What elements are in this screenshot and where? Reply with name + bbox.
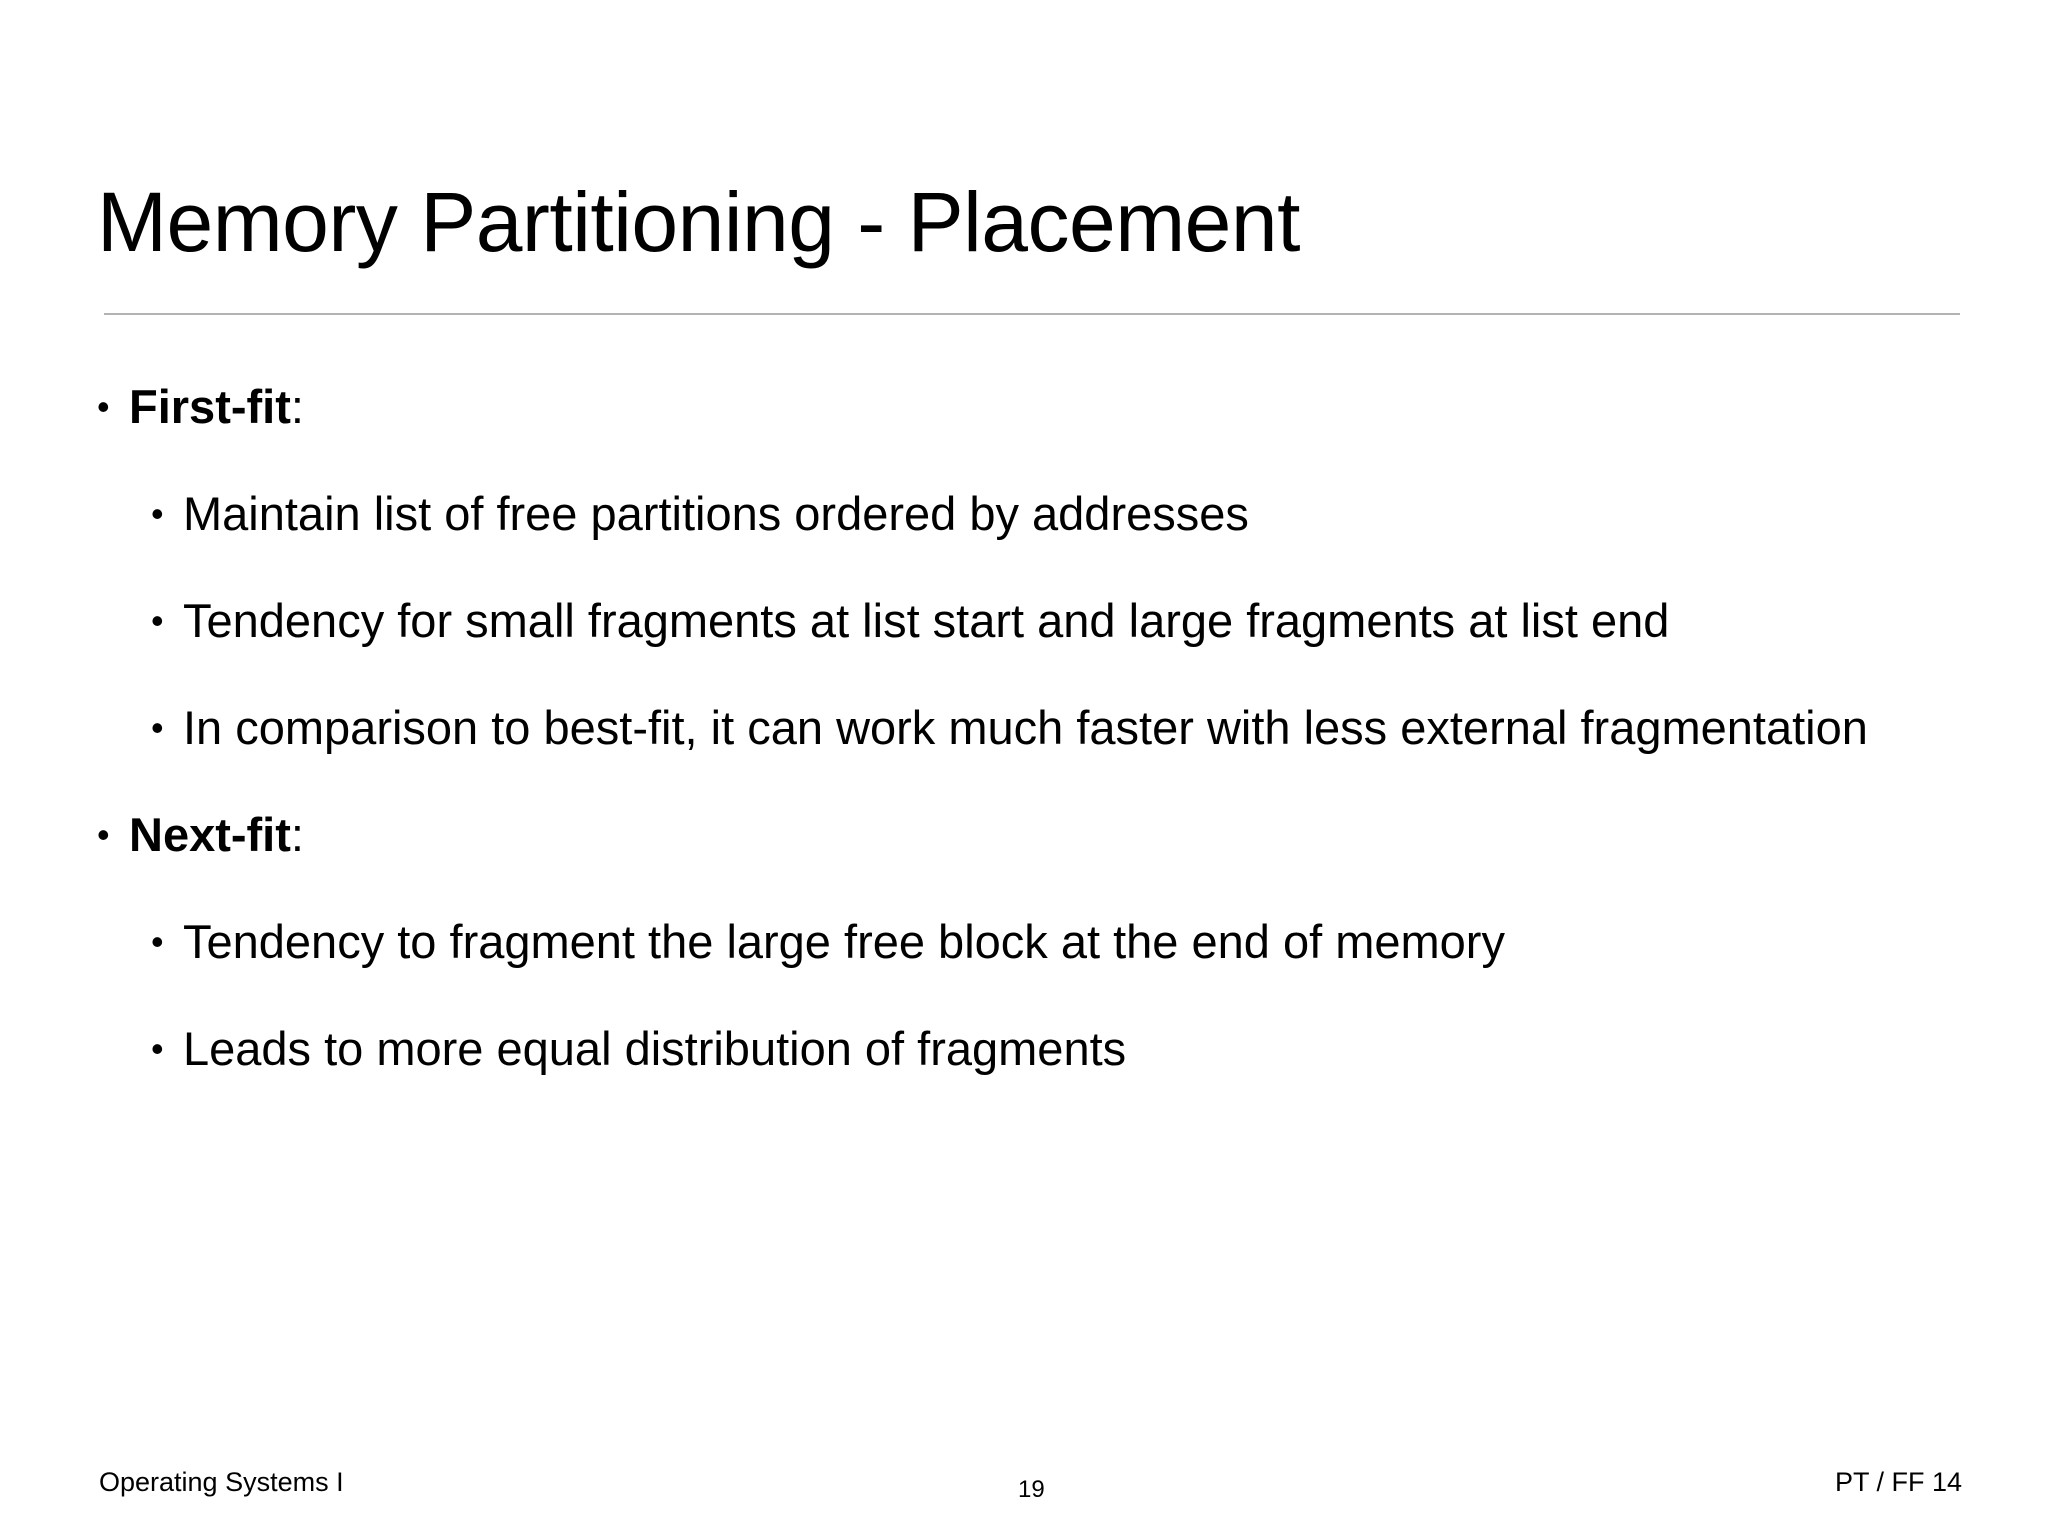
bullet-dot: • [97, 814, 110, 855]
bullet-suffix: : [290, 380, 304, 433]
bullet-dot: • [151, 707, 164, 748]
bullet-term: First-fit [129, 380, 291, 433]
bullet-dot: • [151, 600, 164, 641]
bullet-dot: • [151, 1028, 164, 1069]
sub-bullet-text: Tendency for small fragments at list start and large fragments at list end [183, 594, 1670, 647]
sub-bullet-text: Maintain list of free partitions ordered by addresses [183, 487, 1249, 540]
bullet-dot: • [97, 386, 110, 427]
bullet-suffix: : [290, 808, 304, 861]
sub-bullet [151, 1021, 1126, 1077]
bullet-term: Next-fit [129, 808, 291, 861]
title-divider [104, 313, 1960, 315]
footer-authors: PT / FF 14 [1834, 1467, 1962, 1497]
sub-bullet [151, 593, 1669, 649]
sub-bullet-text: Leads to more equal distribution of fragments [183, 1022, 1127, 1075]
slide-title: Memory Partitioning - Placement [97, 175, 1300, 269]
footer-page-number: 19 [1018, 1476, 1045, 1503]
bullet-first-fit [97, 379, 304, 435]
bullet-dot: • [151, 921, 164, 962]
sub-bullet [151, 486, 1249, 542]
sub-bullet-text: Tendency to fragment the large free block at the end of memory [183, 915, 1505, 968]
sub-bullet [151, 914, 1505, 970]
footer-course-name: Operating Systems I [99, 1467, 344, 1497]
bullet-next-fit [97, 807, 304, 863]
sub-bullet-text: In comparison to best-fit, it can work much faster with less external fragmentation [183, 701, 1868, 754]
sub-bullet [151, 700, 1868, 756]
bullet-dot: • [151, 493, 164, 534]
